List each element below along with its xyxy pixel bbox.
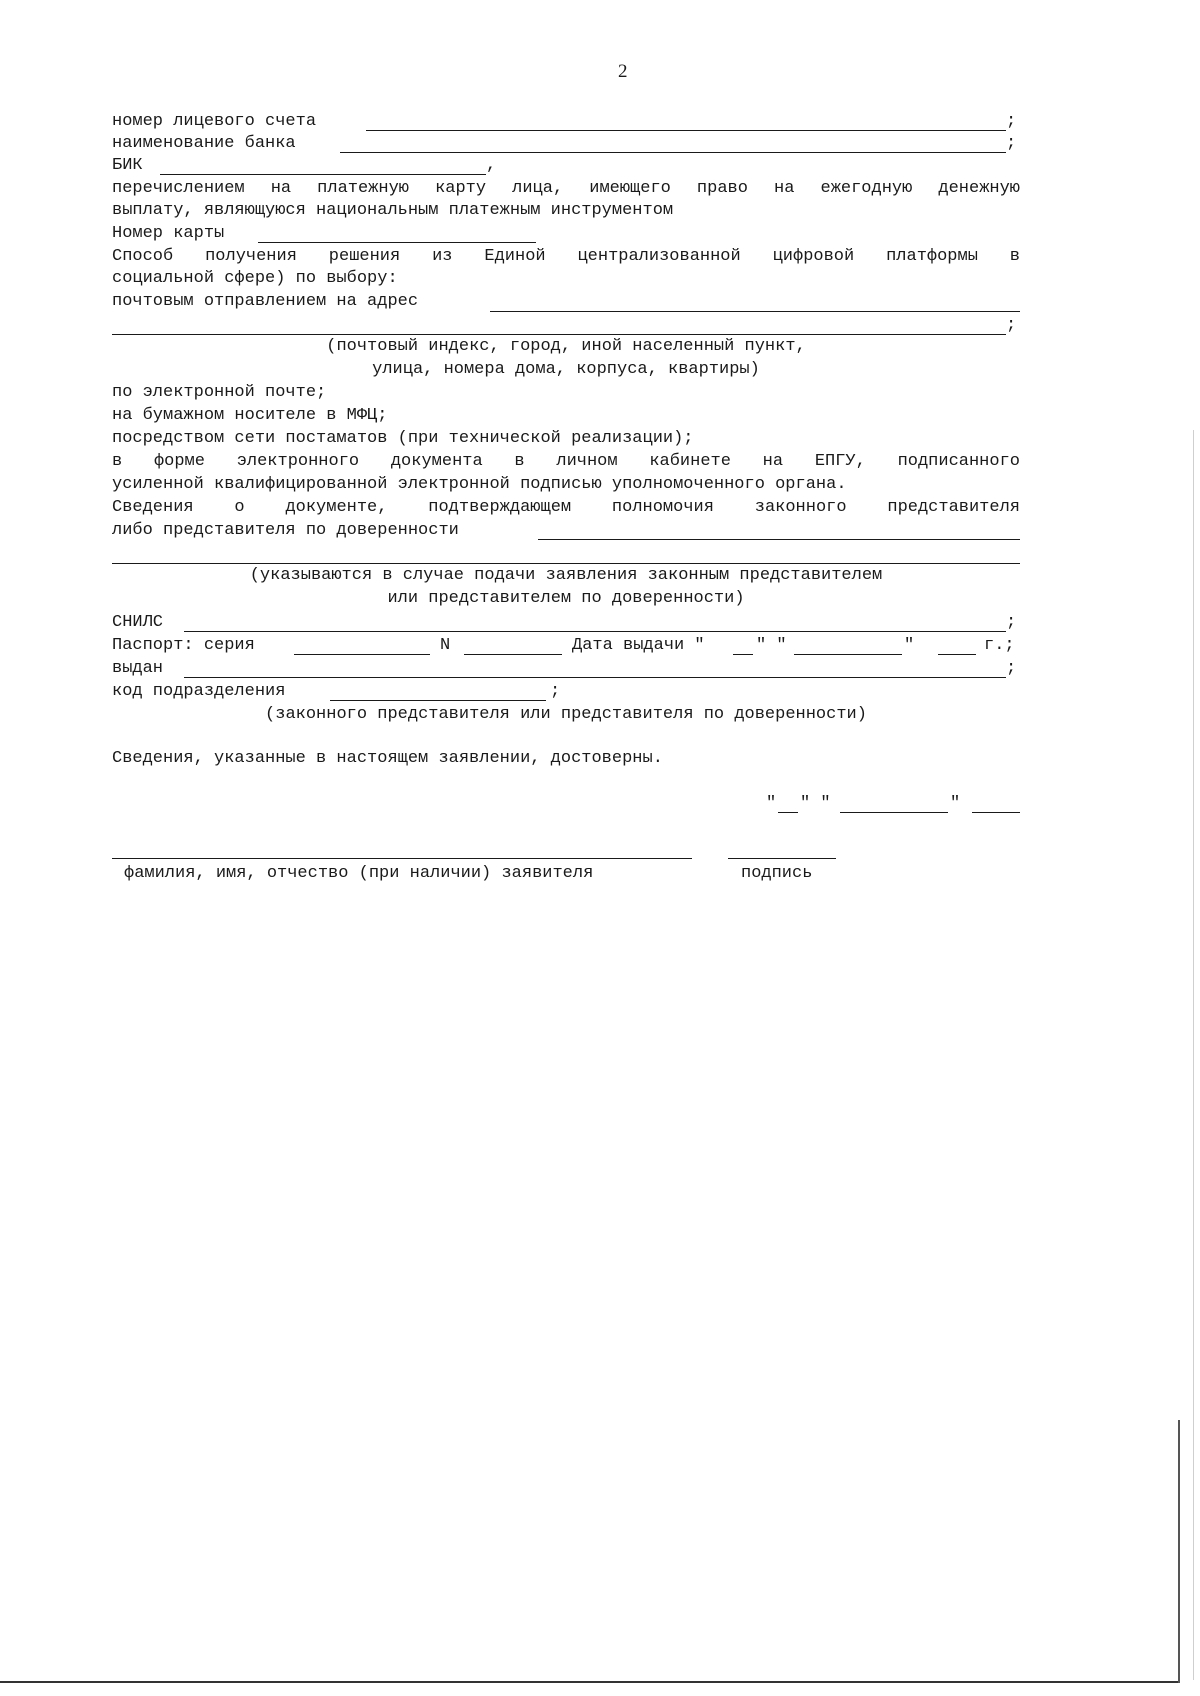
postal-field-1[interactable]	[490, 311, 1020, 312]
division-field[interactable]	[330, 700, 546, 701]
division-end: ;	[550, 682, 561, 701]
account-field[interactable]	[366, 130, 1006, 131]
account-end: ;	[1006, 112, 1017, 131]
date-day-field[interactable]	[778, 812, 798, 813]
scan-edge-line	[1193, 430, 1194, 1680]
postal-end: ;	[1006, 316, 1017, 335]
date-month-field[interactable]	[840, 812, 948, 813]
option-email: по электронной почте;	[112, 383, 327, 402]
card-transfer-line2: выплату, являющуюся национальным платежным инструментом	[112, 201, 674, 220]
snils-label: СНИЛС	[112, 613, 164, 632]
passport-series-field[interactable]	[294, 654, 430, 655]
representative-hint-line1: (указываются в случае подачи заявления законным представителем	[249, 566, 883, 585]
postal-hint-line1: (почтовый индекс, город, иной населенный пункт,	[326, 337, 806, 356]
passport-q2: " "	[756, 636, 787, 655]
signature-field[interactable]	[728, 858, 836, 859]
representative-doc-field-2[interactable]	[112, 563, 1020, 564]
certification-text: Сведения, указанные в настоящем заявлении, достоверны.	[112, 749, 663, 768]
bank-label: наименование банка	[112, 134, 296, 153]
passport-number-field[interactable]	[464, 654, 562, 655]
signature-caption: подпись	[741, 864, 813, 883]
scan-edge-line	[0, 1681, 1178, 1683]
date-q1: "	[766, 794, 777, 813]
issued-field[interactable]	[184, 677, 1006, 678]
snils-end: ;	[1006, 613, 1017, 632]
bik-end: ,	[486, 156, 497, 175]
card-number-field[interactable]	[258, 242, 536, 243]
decision-method-line2: социальной сфере) по выбору:	[112, 269, 398, 288]
date-q3: "	[950, 794, 961, 813]
date-year-field[interactable]	[972, 812, 1020, 813]
representative-note: (законного представителя или представителя по доверенности)	[265, 705, 867, 724]
bank-field[interactable]	[340, 152, 1006, 153]
representative-doc-field-1[interactable]	[538, 539, 1020, 540]
postal-field-2[interactable]	[112, 334, 1006, 335]
passport-q3: "	[904, 636, 915, 655]
bank-end: ;	[1006, 134, 1017, 153]
option-paper-mfc: на бумажном носителе в МФЦ;	[112, 406, 388, 425]
postal-hint-line2: улица, номера дома, корпуса, квартиры)	[372, 360, 760, 379]
date-q2: " "	[800, 794, 831, 813]
division-label: код подразделения	[112, 682, 286, 701]
representative-doc-line2: либо представителя по доверенности	[112, 521, 459, 540]
card-transfer-line1: перечислением на платежную карту лица, имеющего право на ежегодную денежную	[112, 179, 1020, 198]
option-epgu-line2: усиленной квалифицированной электронной подписью уполномоченного органа.	[112, 475, 847, 494]
passport-day-field[interactable]	[733, 654, 753, 655]
fio-field[interactable]	[112, 858, 692, 859]
card-number-label: Номер карты	[112, 224, 225, 243]
bik-label: БИК	[112, 156, 143, 175]
passport-date-label: Дата выдачи "	[572, 636, 705, 655]
passport-number-label: N	[440, 636, 451, 655]
representative-hint-line2: или представителем по доверенности)	[387, 589, 745, 608]
postal-label: почтовым отправлением на адрес	[112, 292, 419, 311]
account-label: номер лицевого счета	[112, 112, 317, 131]
decision-method-line1: Способ получения решения из Единой централизованной цифровой платформы в	[112, 247, 1020, 266]
issued-label: выдан	[112, 659, 164, 678]
passport-year-field[interactable]	[938, 654, 976, 655]
scan-edge-line	[1178, 1420, 1180, 1683]
passport-month-field[interactable]	[794, 654, 902, 655]
passport-year-suffix: г.;	[984, 636, 1015, 655]
option-postamats: посредством сети постаматов (при технической реализации);	[112, 429, 694, 448]
snils-field[interactable]	[184, 631, 1006, 632]
representative-doc-line1: Сведения о документе, подтверждающем полномочия законного представителя	[112, 498, 1020, 517]
option-epgu-line1: в форме электронного документа в личном кабинете на ЕПГУ, подписанного	[112, 452, 1020, 471]
fio-caption: фамилия, имя, отчество (при наличии) заявителя	[124, 864, 594, 883]
bik-field[interactable]	[160, 174, 486, 175]
page-number: 2	[618, 61, 628, 82]
passport-label: Паспорт: серия	[112, 636, 255, 655]
issued-end: ;	[1006, 659, 1017, 678]
